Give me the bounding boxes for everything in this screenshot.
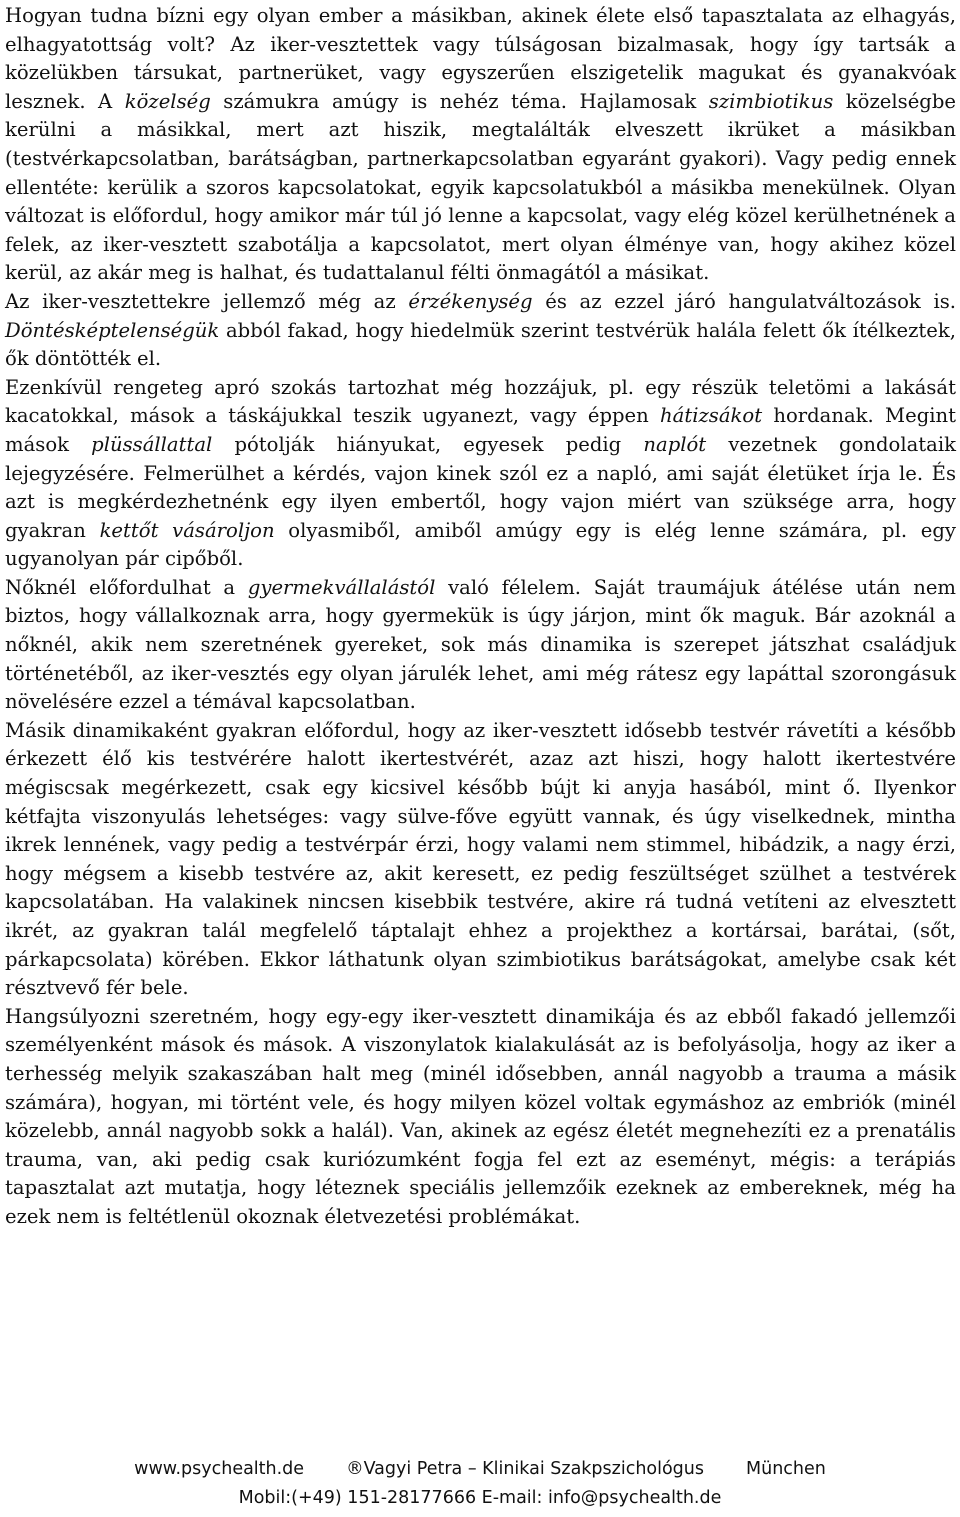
- italic-term: gyermekvállalástól: [247, 575, 436, 599]
- text-run: és az ezzel járó hangulatváltozások is.: [532, 289, 957, 313]
- text-run: Nőknél előfordulhat a: [5, 575, 248, 599]
- paragraph: [5, 288, 956, 374]
- footer-line-1: [0, 1455, 960, 1484]
- text-run: pótolják hiányukat, egyesek pedig: [212, 432, 644, 456]
- text-run: való félelem. Saját traumájuk átélése után nem biztos, hogy vállalkoznak arra, hogy gyermekük is úgy járjon, mint ők maguk. Bár azoknál a nőknél, akik nem szeretnének gyereket, sok más dinamika is szerepet játszhat családjuk történetéből, az iker-vesztés egy olyan járulék lehet, ami még rátesz egy lapáttal szorongásuk növelésére ezzel a témával kapcsolatban.: [5, 575, 957, 714]
- text-run: számukra amúgy is nehéz téma. Hajlamosak: [210, 89, 709, 113]
- text-run: Ezenkívül rengeteg apró szokás tartozhat még hozzájuk, pl. egy részük teletömi a lakását kacatokkal, mások a táskájukkal teszik ugyanezt, vagy éppen: [5, 375, 956, 428]
- paragraph: [5, 717, 956, 1003]
- italic-term: Döntésképtelenségük: [5, 318, 220, 342]
- footer-contact: Mobil:(+49) 151-28177666 E-mail: info@psychealth.de: [238, 1488, 722, 1508]
- document-body: [5, 2, 956, 1232]
- text-run: hordanak. Megint mások: [5, 404, 956, 456]
- footer-website: www.psychealth.de: [134, 1459, 305, 1479]
- footer-author: ®Vagyi Petra – Klinikai Szakpszichológus: [346, 1459, 705, 1479]
- text-run: olyasmiből, amiből amúgy egy is elég lenne számára, pl. egy ugyanolyan pár cipőből.: [5, 518, 956, 571]
- text-run: Másik dinamikaként gyakran előfordul, hogy az iker-vesztett idősebb testvér rávetíti a később érkezett élő kis testvérére halott ikertestvérét, azaz azt hiszi, hogy halott ikertestvére mégiscsak megérkezett, csak egy kicsivel később bújt ki anyja hasából, mint ő. Ilyenkor kétfajta viszonyulás lehetséges: vagy sülve-főve együtt vannak, és úgy viselkednek, mintha ikrek lennének, vagy pedig a testvérpár érzi, hogy valami nem stimmel, hibádzik, a nagy érzi, hogy mégsem a kisebb testvére az, akit keresett, ez pedig feszültséget szülhet a testvérek kapcsolatában. Ha valakinek nincsen kisebbik testvére, akire rá tudná vetíteni az elvesztett ikrét, az gyakran talál megfelelő táptalajt ehhez a projekthez a kortársai, barátai, (sőt, párkapcsolata) körében. Ekkor láthatunk olyan szimbiotikus barátságokat, amelybe csak két résztvevő fér bele.: [5, 718, 956, 1000]
- italic-term: közelség: [124, 89, 211, 113]
- italic-term: szimbiotikus: [708, 89, 834, 113]
- text-run: Hangsúlyozni szeretném, hogy egy-egy iker-vesztett dinamikája és az ebből fakadó jellemzői személyenként mások és mások. A viszonylatok kialakulását az is befolyásolja, hogy az iker a terhesség melyik szakaszában halt meg (minél idősebben, annál nagyobb a trauma a másik számára), hogyan, mi történt vele, és hogy milyen közel voltak egymáshoz az embriók (minél közelebb, annál nagyobb sokk a halál). Van, akinek az egész életét megnehezíti ez a prenatális trauma, van, aki pedig csak kuriózumként fogja fel ezt az eseményt, mégis: a terápiás tapasztalat azt mutatja, hogy léteznek speciális jellemzőik ezeknek az embereknek, még ha ezek nem is feltétlenül okoznak életvezetési problémákat.: [5, 1004, 956, 1228]
- italic-term: érzékenység: [408, 289, 533, 313]
- text-run: Az iker-vesztettekre jellemző még az: [5, 289, 409, 313]
- paragraph: [5, 374, 956, 574]
- text-run: Hogyan tudna bízni egy olyan ember a másikban, akinek élete első tapasztalata az elhagyás, elhagyatottság volt? Az iker-vesztettek vagy túlságosan bizalmasak, hogy így tartsák a közelükben társukat, partnerüket, vagy egyszerűen elszigetelik magukat és gyanakvóak lesznek. A: [5, 4, 956, 113]
- text-run: abból fakad, hogy hiedelmük szerint testvérük halála felett ők ítélkeztek, ők döntötték el.: [5, 318, 956, 371]
- paragraph: [5, 1003, 956, 1232]
- italic-term: hátizsákot: [660, 404, 763, 428]
- page-footer: [0, 1455, 960, 1513]
- italic-term: naplót: [643, 432, 707, 456]
- paragraph: [5, 574, 956, 717]
- text-run: közelségbe kerülni a másikkal, mert azt hiszik, megtalálták elveszett ikrüket a másikban (testvérkapcsolatban, barátságban, partnerkapcsolatban egyaránt gyakori). Vagy pedig ennek ellentéte: kerülik a szoros kapcsolatokat, egyik kapcsolatukból a másikba menekülnek. Olyan változat is előfordul, hogy amikor már túl jó lenne a kapcsolat, vagy elég közel kerülhetnének a felek, az iker-vesztett szabotálja a kapcsolatot, mert olyan élménye van, hogy akihez közel kerül, az akár meg is halhat, és tudattalanul félti önmagától a másikat.: [5, 89, 956, 285]
- paragraph: [5, 2, 956, 288]
- italic-term: plüssállattal: [91, 432, 213, 456]
- text-run: vezetnek gondolataik lejegyzésére. Felmerülhet a kérdés, vajon kinek szól ez a napló, ami saját életüket írja le. És azt is megkérdezhetnénk egy ilyen embertől, hogy vajon miért van szüksége arra, hogy gyakran: [5, 432, 956, 542]
- footer-city: München: [746, 1459, 826, 1479]
- italic-term: kettőt vásároljon: [99, 518, 275, 542]
